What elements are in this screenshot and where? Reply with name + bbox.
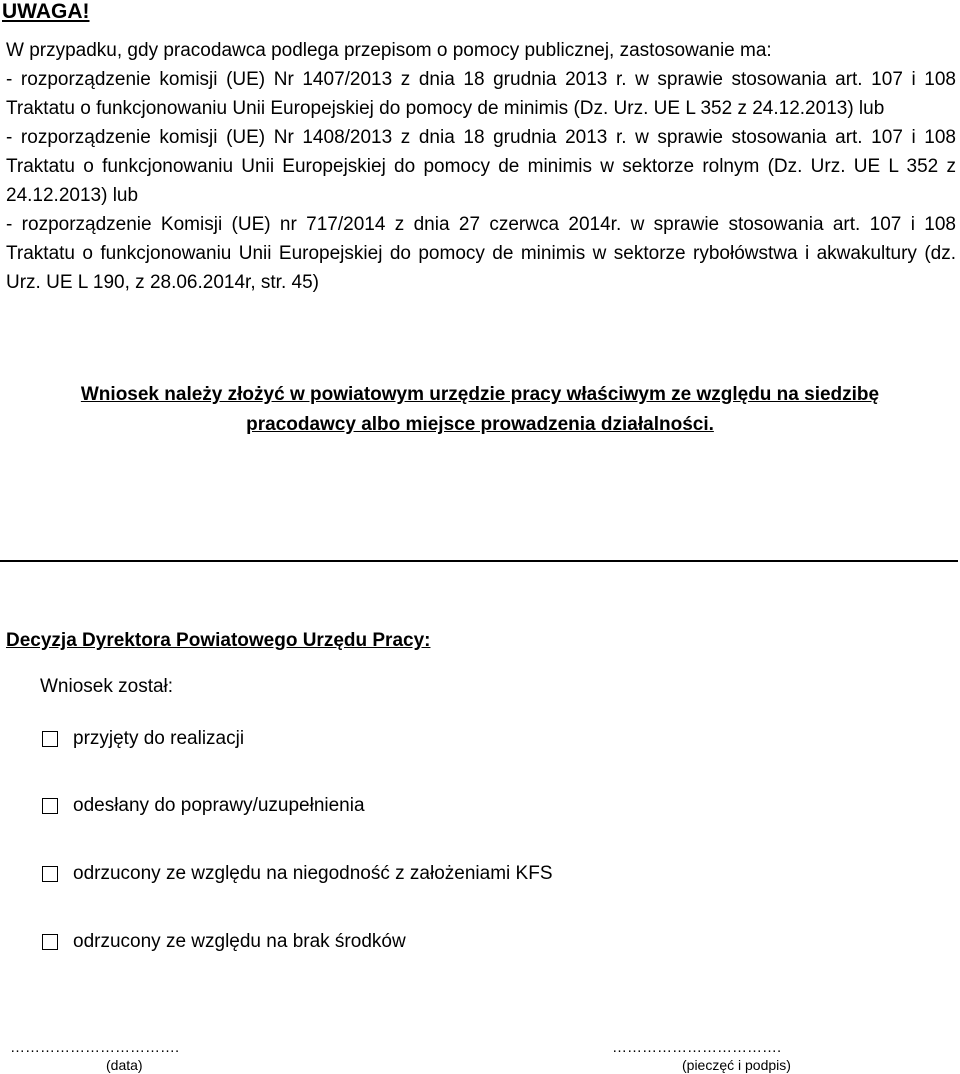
- warning-intro: W przypadku, gdy pracodawca podlega przepisom o pomocy publicznej, zastosowanie ma:: [6, 40, 772, 61]
- checkbox-accepted[interactable]: [42, 731, 58, 747]
- regulation-item-2: - rozporządzenie komisji (UE) Nr 1408/2013 z dnia 18 grudnia 2013 r. w sprawie stosowania art. 107 i 108 Traktatu o funkcjonowaniu Unii Europejskiej do pomocy de minimis w sektorze rolnym (Dz. Urz. UE L 352 z 24.12.2013) lub: [6, 127, 956, 206]
- option-returned[interactable]: [42, 794, 365, 818]
- warning-block: [6, 36, 956, 297]
- warning-title: UWAGA!: [2, 0, 90, 23]
- option-accepted[interactable]: [42, 727, 244, 751]
- date-signature-line[interactable]: …………………………….: [10, 1039, 180, 1056]
- submission-notice-line-1: Wniosek należy złożyć w powiatowym urzędzie pracy właściwym ze względu na siedzibę: [80, 384, 880, 405]
- checkbox-rejected-no-funds[interactable]: [42, 934, 58, 950]
- submission-notice-line-2: pracodawcy albo miejsce prowadzenia działalności.: [246, 414, 714, 435]
- stamp-signature-line[interactable]: …………………………….: [612, 1039, 782, 1056]
- checkbox-rejected-nonconformity[interactable]: [42, 866, 58, 882]
- stamp-signature-label: (pieczęć i podpis): [682, 1057, 791, 1073]
- decision-title: Decyzja Dyrektora Powiatowego Urzędu Pracy:: [6, 630, 431, 651]
- date-label: (data): [106, 1057, 143, 1073]
- regulation-item-3: - rozporządzenie Komisji (UE) nr 717/2014 z dnia 27 czerwca 2014r. w sprawie stosowania art. 107 i 108 Traktatu o funkcjonowaniu Unii Europejskiej do pomocy de minimis w sektorze rybołówstwa i akwakultury (dz. Urz. UE L 190, z 28.06.2014r, str. 45): [6, 214, 956, 293]
- option-rejected-no-funds-label: odrzucony ze względu na brak środków: [73, 931, 406, 952]
- option-accepted-label: przyjęty do realizacji: [73, 728, 245, 749]
- decision-subtitle: Wniosek został:: [40, 676, 174, 697]
- regulation-item-1: - rozporządzenie komisji (UE) Nr 1407/2013 z dnia 18 grudnia 2013 r. w sprawie stosowania art. 107 i 108 Traktatu o funkcjonowaniu Unii Europejskiej do pomocy de minimis (Dz. Urz. UE L 352 z 24.12.2013) lub: [6, 69, 956, 119]
- submission-notice: [0, 380, 960, 440]
- option-rejected-no-funds[interactable]: [42, 930, 406, 954]
- option-returned-label: odesłany do poprawy/uzupełnienia: [73, 795, 365, 816]
- option-rejected-nonconformity-label: odrzucony ze względu na niegodność z założeniami KFS: [73, 863, 553, 884]
- section-divider: [0, 560, 958, 562]
- checkbox-returned[interactable]: [42, 798, 58, 814]
- option-rejected-nonconformity[interactable]: [42, 862, 553, 886]
